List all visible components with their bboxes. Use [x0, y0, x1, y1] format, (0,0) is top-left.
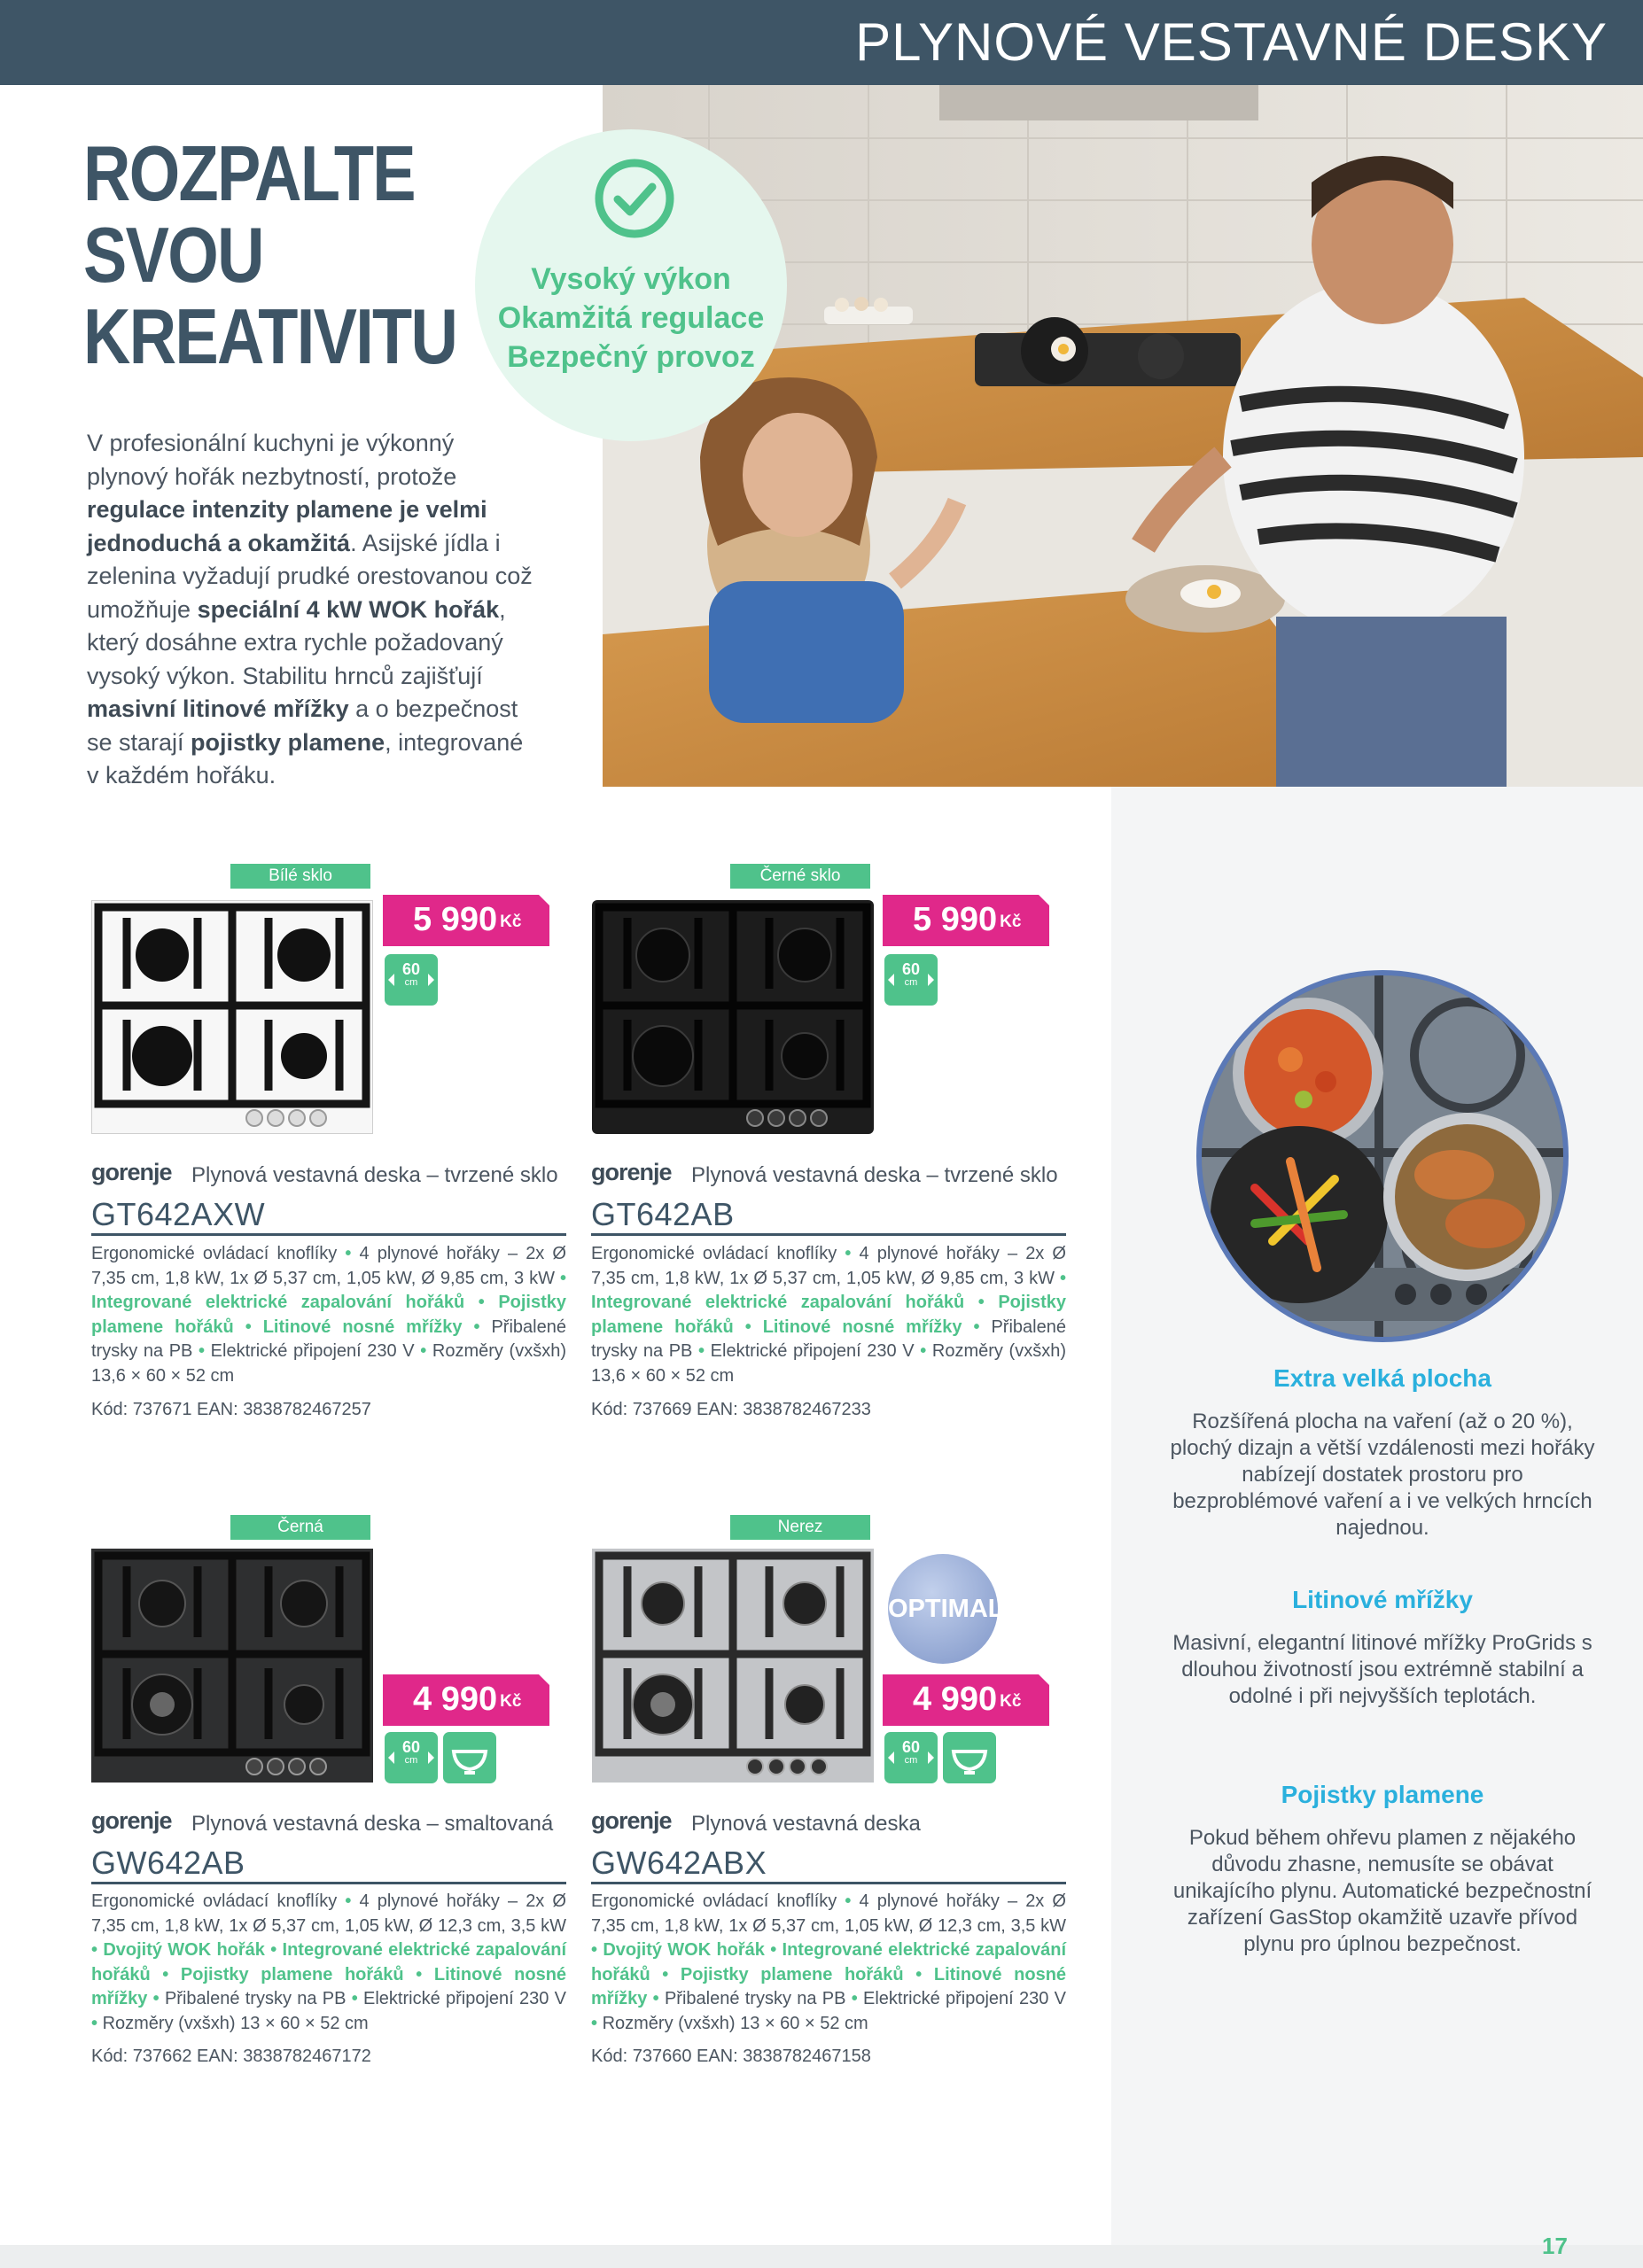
product-model: GT642AB	[591, 1196, 735, 1232]
hob-with-food-illustration	[1202, 975, 1563, 1337]
arrow-right-icon	[928, 974, 934, 986]
desc-highlight: Integrované elektrické zapalování hořáků	[591, 1940, 1066, 1984]
size-unit: cm	[904, 1755, 918, 1766]
product-description: Ergonomické ovládací knoflíky • 4 plynové hořáky – 2x Ø 7,35 cm, 1,8 kW, 1x Ø 5,37 cm, 1,05 kW, Ø 12,3 cm, 3,5 kW • Dvojitý WOK hořák • Integrované elektrické zapalování hořáků • Pojistky plamene hořáků • Litinové nosné mřížky • Přibalené trysky na PB • Elektrické připojení 230 V • Rozměry (vxšxh) 13 × 60 × 52 cm	[591, 1891, 1067, 2033]
desc-highlight: Litinové nosné mřížky	[262, 1317, 463, 1337]
product-model: GT642AXW	[91, 1196, 266, 1232]
size-value: 60	[401, 1738, 421, 1756]
page-number: 17	[1542, 2233, 1568, 2259]
desc-text: Rozměry (vxšxh) 13 × 60 × 52 cm	[102, 2013, 369, 2033]
wok-icon	[943, 1732, 996, 1783]
product-description: Ergonomické ovládací knoflíky • 4 plynové hořáky – 2x Ø 7,35 cm, 1,8 kW, 1x Ø 5,37 cm, 1,05 kW, Ø 9,85 cm, 3 kW • Integrované elektrické zapalování hořáků • Pojistky plamene hořáků • Litinové nosné mřížky • Přibalené trysky na PB • Elektrické připojení 230 V • Rozměry (vxšxh) 13,6 × 60 × 52 cm	[91, 1244, 567, 1386]
size-60cm-badge	[385, 1732, 438, 1783]
size-60cm-badge	[884, 1732, 938, 1783]
product-model: GW642ABX	[591, 1845, 767, 1881]
product-model: GW642AB	[91, 1845, 245, 1881]
color-tag: Černé sklo	[730, 864, 870, 889]
price-tag	[383, 895, 549, 946]
footer-strip	[0, 2245, 1643, 2268]
price-currency: Kč	[500, 913, 522, 931]
product-code: Kód: 737669 EAN: 3838782467233	[591, 1400, 871, 1419]
price-tag	[383, 1674, 549, 1726]
model-underline	[591, 1882, 1066, 1884]
desc-text: Ergonomické ovládací knoflíky	[591, 1891, 837, 1911]
price-tag-corner	[1039, 1674, 1049, 1685]
color-tag: Nerez	[730, 1515, 870, 1540]
price-value: 5 990	[913, 901, 998, 938]
model-underline	[91, 1882, 566, 1884]
desc-text: Přibalené trysky na PB	[91, 1317, 566, 1361]
desc-highlight: Dvojitý WOK hořák	[603, 1940, 765, 1960]
desc-text: Ergonomické ovládací knoflíky	[91, 1244, 338, 1263]
desc-text: Elektrické připojení 230 V	[863, 1989, 1066, 2008]
price-tag-corner	[539, 895, 549, 905]
intro-bold-1: regulace intenzity plamene je velmi jednoduchá a okamžitá	[87, 496, 487, 556]
brand-logo: gorenje	[91, 1807, 172, 1834]
intro-bold-3: masivní litinové mřížky	[87, 695, 349, 722]
intro-text-3: , který dosáhne extra rychle požadovaný vysoký výkon. Stabilitu hrnců zajišťují	[87, 595, 506, 689]
hob-image-black-glass	[592, 900, 874, 1134]
feature-high-power: Vysoký výkon	[531, 262, 731, 296]
product-subtitle: Plynová vestavná deska – tvrzené sklo	[691, 1163, 1058, 1187]
size-value: 60	[401, 960, 421, 978]
desc-text: Ergonomické ovládací knoflíky	[91, 1891, 338, 1911]
desc-highlight: Litinové nosné mřížky	[762, 1317, 962, 1337]
desc-highlight: Pojistky plamene hořáků	[180, 1964, 404, 1984]
desc-text: Přibalené trysky na PB	[591, 1317, 1066, 1361]
check-icon	[594, 158, 675, 239]
sidebar-text-cast-iron: Masivní, elegantní litinové mřížky ProGrids s dlouhou životností jsou extrémně stabilní a odolné i při nejvyšších teplotách.	[1172, 1631, 1592, 1708]
desc-text: Ergonomické ovládací knoflíky	[591, 1244, 837, 1263]
product-subtitle: Plynová vestavná deska – tvrzené sklo	[191, 1163, 558, 1187]
color-tag: Bílé sklo	[230, 864, 370, 889]
desc-highlight: Litinové nosné mřížky	[91, 1964, 567, 2008]
page-title: PLYNOVÉ VESTAVNÉ DESKY	[855, 12, 1608, 72]
intro-text-4: a o bezpečnost se starají	[87, 695, 518, 756]
hero-illustration	[603, 85, 1643, 787]
sidebar-title-extra-area: Extra velká plocha	[1273, 1364, 1491, 1392]
price-currency: Kč	[500, 1692, 522, 1711]
product-description: Ergonomické ovládací knoflíky • 4 plynové hořáky – 2x Ø 7,35 cm, 1,8 kW, 1x Ø 5,37 cm, 1,05 kW, Ø 9,85 cm, 3 kW • Integrované elektrické zapalování hořáků • Pojistky plamene hořáků • Litinové nosné mřížky • Přibalené trysky na PB • Elektrické připojení 230 V • Rozměry (vxšxh) 13,6 × 60 × 52 cm	[591, 1244, 1067, 1386]
desc-text: Rozměry (vxšxh) 13,6 × 60 × 52 cm	[591, 1341, 1066, 1386]
price-currency: Kč	[1000, 913, 1022, 931]
price-currency: Kč	[1000, 1692, 1022, 1711]
brand-logo: gorenje	[591, 1159, 672, 1185]
desc-text: Elektrické připojení 230 V	[210, 1341, 415, 1361]
desc-highlight: Integrované elektrické zapalování hořáků	[91, 1293, 465, 1312]
size-value: 60	[901, 960, 921, 978]
desc-text: 4 plynové hořáky – 2x Ø 7,35 cm, 1,8 kW, 1x Ø 5,37 cm, 1,05 kW, Ø 9,85 cm, 3 kW	[91, 1244, 566, 1288]
intro-text-2: . Asijské jídla i zelenina vyžadují prudké orestovanou což umožňuje	[87, 529, 533, 623]
desc-text: Elektrické připojení 230 V	[363, 1989, 566, 2008]
product-code: Kód: 737660 EAN: 3838782467158	[591, 2047, 871, 2066]
arrow-left-icon	[388, 1751, 394, 1764]
intro-bold-2: speciální 4 kW WOK hořák	[197, 595, 500, 623]
arrow-left-icon	[888, 1751, 894, 1764]
desc-highlight: Integrované elektrické zapalování hořáků	[91, 1940, 566, 1984]
desc-text: Přibalené trysky na PB	[164, 1989, 347, 2008]
feature-safe-operation: Bezpečný provoz	[507, 340, 755, 374]
sidebar-title-cast-iron: Litinové mřížky	[1292, 1586, 1473, 1613]
desc-text: 4 plynové hořáky – 2x Ø 7,35 cm, 1,8 kW, 1x Ø 5,37 cm, 1,05 kW, Ø 12,3 cm, 3,5 kW	[591, 1891, 1066, 1936]
main-heading	[83, 129, 457, 380]
optimal-badge: OPTIMAL	[888, 1554, 998, 1664]
desc-highlight: Pojistky plamene hořáků	[591, 1293, 1067, 1337]
desc-text: Přibalené trysky na PB	[664, 1989, 846, 2008]
desc-text: 4 plynové hořáky – 2x Ø 7,35 cm, 1,8 kW, 1x Ø 5,37 cm, 1,05 kW, Ø 12,3 cm, 3,5 kW	[91, 1891, 566, 1936]
desc-highlight: Pojistky plamene hořáků	[680, 1964, 904, 1984]
size-unit: cm	[404, 1755, 418, 1766]
intro-text-1: V profesionální kuchyni je výkonný plynový hořák nezbytností, protože	[87, 430, 457, 490]
desc-highlight: Integrované elektrické zapalování hořáků	[591, 1293, 965, 1312]
wok-badge	[443, 1732, 496, 1783]
desc-highlight: Dvojitý WOK hořák	[103, 1940, 265, 1960]
product-code: Kód: 737671 EAN: 3838782467257	[91, 1400, 371, 1419]
desc-text: Rozměry (vxšxh) 13 × 60 × 52 cm	[602, 2013, 868, 2033]
product-subtitle: Plynová vestavná deska	[691, 1812, 921, 1836]
heading-line-3: KREATIVITU	[83, 292, 457, 380]
product-subtitle: Plynová vestavná deska – smaltovaná	[191, 1812, 554, 1836]
price-value: 5 990	[413, 901, 498, 938]
desc-text: Rozměry (vxšxh) 13,6 × 60 × 52 cm	[91, 1341, 566, 1386]
arrow-left-icon	[888, 974, 894, 986]
price-tag-corner	[1039, 895, 1049, 905]
desc-highlight: Pojistky plamene hořáků	[91, 1293, 567, 1337]
price-value: 4 990	[913, 1681, 998, 1718]
heading-line-2: SVOU	[83, 211, 263, 299]
size-value: 60	[901, 1738, 921, 1756]
price-tag	[883, 1674, 1049, 1726]
arrow-right-icon	[428, 1751, 434, 1764]
wok-icon	[443, 1732, 496, 1783]
intro-bold-4: pojistky plamene	[191, 728, 385, 756]
desc-text: Elektrické připojení 230 V	[710, 1341, 915, 1361]
price-tag-corner	[539, 1674, 549, 1685]
price-tag	[883, 895, 1049, 946]
intro-text-5: , integrované v každém hořáku.	[87, 728, 524, 788]
arrow-right-icon	[928, 1751, 934, 1764]
sidebar-text-extra-area: Rozšířená plocha na vaření (až o 20 %), plochý dizajn a větší vzdálenosti mezi hořáky nabízejí dostatek prostoru pro bezproblémové vaření a i ve velkých hrncích najednou.	[1170, 1410, 1595, 1540]
arrow-right-icon	[428, 974, 434, 986]
hob-image-white-glass	[91, 900, 373, 1134]
size-60cm-badge	[884, 954, 938, 1006]
model-underline	[91, 1233, 566, 1236]
desc-highlight: Litinové nosné mřížky	[591, 1964, 1067, 2008]
brand-logo: gorenje	[91, 1159, 172, 1185]
brand-logo: gorenje	[591, 1807, 672, 1834]
sidebar-title-flame-safety: Pojistky plamene	[1281, 1781, 1484, 1808]
color-tag: Černá	[230, 1515, 370, 1540]
hob-image-stainless-steel	[592, 1549, 874, 1783]
intro-paragraph	[87, 427, 537, 793]
product-code: Kód: 737662 EAN: 3838782467172	[91, 2047, 371, 2066]
heading-line-1: ROZPALTE	[83, 129, 415, 217]
feature-instant-regulation: Okamžitá regulace	[497, 301, 765, 335]
size-unit: cm	[904, 977, 918, 988]
desc-text: 4 plynové hořáky – 2x Ø 7,35 cm, 1,8 kW, 1x Ø 5,37 cm, 1,05 kW, Ø 9,85 cm, 3 kW	[591, 1244, 1066, 1288]
sidebar-text-flame-safety: Pokud během ohřevu plamen z nějakého důvodu zhasne, nemusíte se obávat unikajícího plynu. Automatické bezpečnostní zařízení GasStop okamžitě uzavře přívod plynu pro úplnou bezpečnost.	[1172, 1826, 1592, 1956]
food-photo-circle	[1196, 970, 1569, 1342]
price-value: 4 990	[413, 1681, 498, 1718]
product-description: Ergonomické ovládací knoflíky • 4 plynové hořáky – 2x Ø 7,35 cm, 1,8 kW, 1x Ø 5,37 cm, 1,05 kW, Ø 12,3 cm, 3,5 kW • Dvojitý WOK hořák • Integrované elektrické zapalování hořáků • Pojistky plamene hořáků • Litinové nosné mřížky • Přibalené trysky na PB • Elektrické připojení 230 V • Rozměry (vxšxh) 13 × 60 × 52 cm	[91, 1891, 567, 2033]
hero-kitchen-photo	[603, 85, 1643, 787]
model-underline	[591, 1233, 1066, 1236]
arrow-left-icon	[388, 974, 394, 986]
size-unit: cm	[404, 977, 418, 988]
hob-image-black-enamel	[91, 1549, 373, 1783]
size-60cm-badge	[385, 954, 438, 1006]
wok-badge	[943, 1732, 996, 1783]
